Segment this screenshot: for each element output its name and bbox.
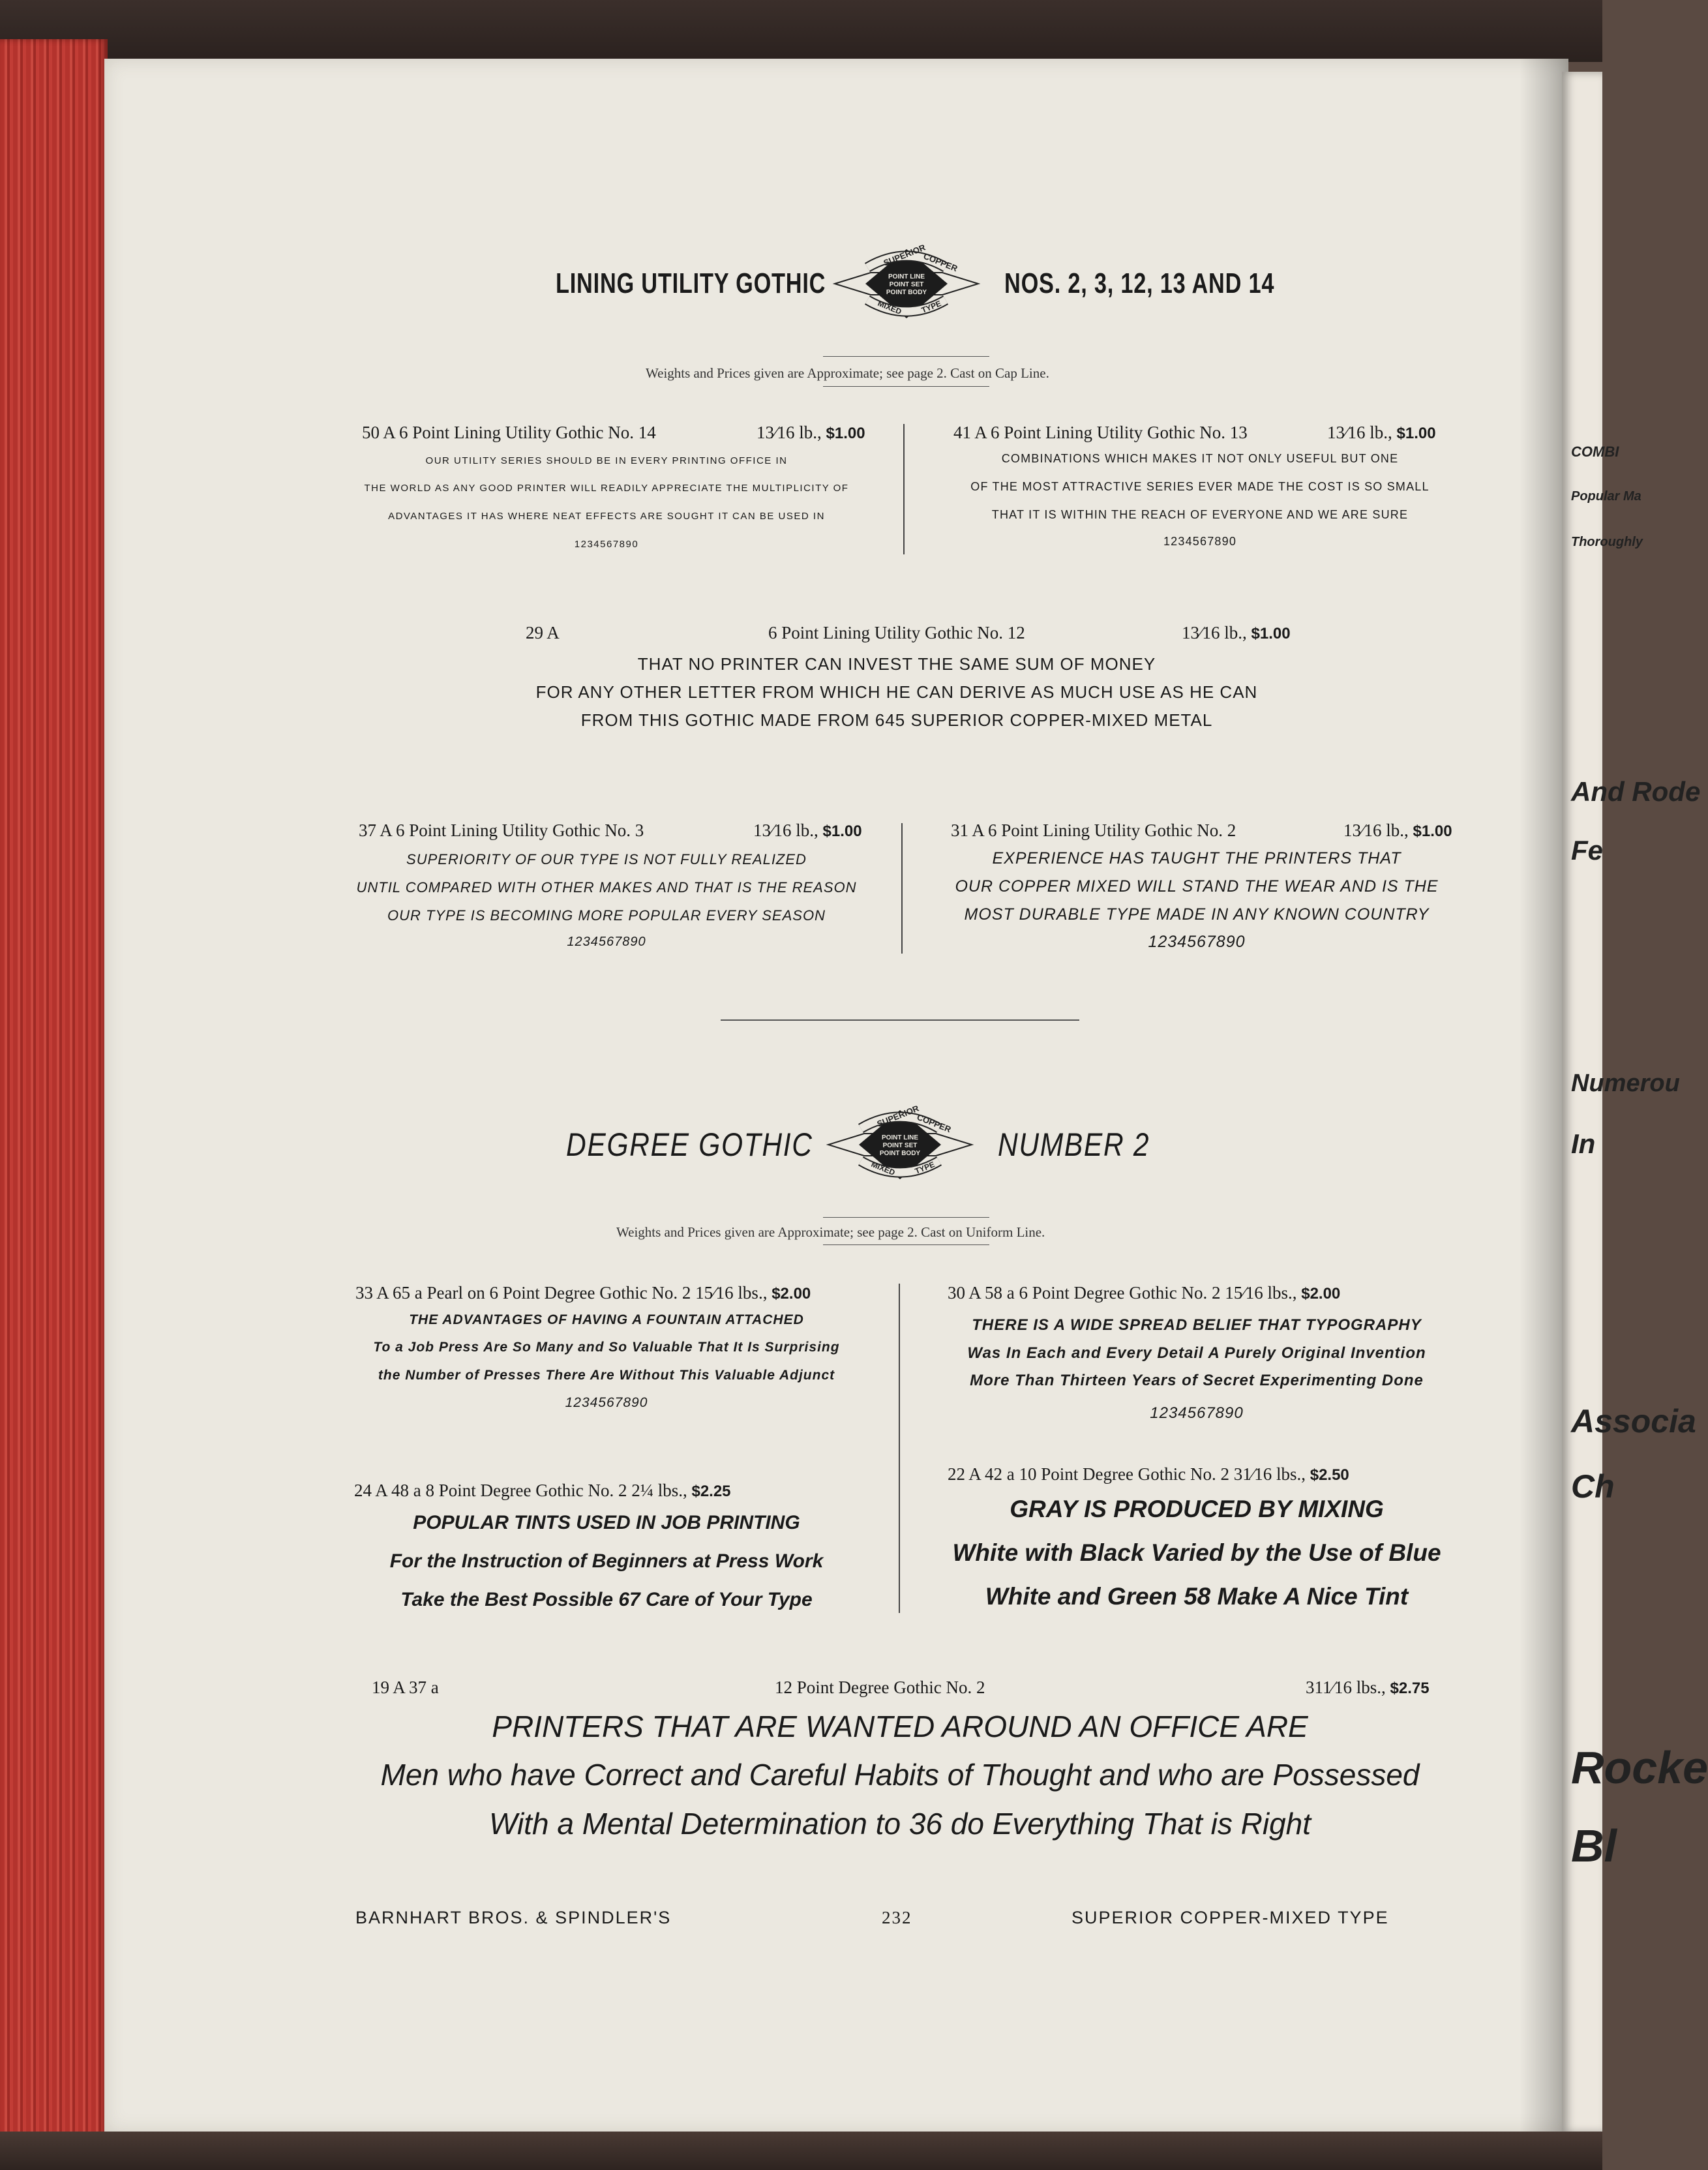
sample-line: COMBINATIONS WHICH MAKES IT NOT ONLY USEFUL BUT ONE <box>1001 452 1399 465</box>
divider <box>823 386 989 387</box>
sample-line: EXPERIENCE HAS TAUGHT THE PRINTERS THAT <box>992 849 1401 867</box>
spec-price: $2.50 <box>1310 1466 1349 1484</box>
sample-line: UNTIL COMPARED WITH OTHER MAKES AND THAT IS THE REASON <box>356 879 857 896</box>
logo-text: COPPER <box>921 250 959 274</box>
section-divider <box>721 1019 1079 1021</box>
sample-line: More Than Thirteen Years of Secret Experimenting Done <box>970 1372 1424 1389</box>
logo-text: TYPE <box>913 1160 936 1176</box>
weights-note: Weights and Prices given are Approximate; see page 2. Cast on Cap Line. <box>646 365 1049 381</box>
superior-copper-mixed-logo <box>825 1102 975 1187</box>
spec-price: $2.75 <box>1390 1680 1430 1697</box>
spec-label: 41 A 6 Point Lining Utility Gothic No. 13 <box>953 423 1248 442</box>
footer-left: BARNHART BROS. & SPINDLER'S <box>355 1908 672 1927</box>
sample-line: PRINTERS THAT ARE WANTED AROUND AN OFFICE ARE <box>492 1710 1308 1743</box>
sample-line: OUR TYPE IS BECOMING MORE POPULAR EVERY SEASON <box>387 907 826 924</box>
section-title-right: NOS. 2, 3, 12, 13 AND 14 <box>1004 267 1275 299</box>
spec-price: $2.25 <box>691 1483 731 1500</box>
column-divider <box>899 1284 900 1613</box>
facing-text: Popular Ma <box>1571 489 1641 504</box>
page-edges-red <box>0 39 108 2170</box>
sample-line: OUR UTILITY SERIES SHOULD BE IN EVERY PRINTING OFFICE IN <box>425 455 788 466</box>
section-title-left: DEGREE GOTHIC <box>566 1126 813 1163</box>
spec-price: $1.00 <box>822 822 862 840</box>
gutter-shadow <box>1520 59 1568 2133</box>
column-divider <box>903 424 905 554</box>
specimen-spec <box>953 423 1248 443</box>
sample-line: Take the Best Possible 67 Care of Your Type <box>400 1589 813 1610</box>
divider <box>823 356 989 357</box>
sample-line: THAT NO PRINTER CAN INVEST THE SAME SUM OF MONEY <box>637 654 1156 674</box>
sample-line: To a Job Press Are So Many and So Valuable That It Is Surprising <box>373 1340 840 1355</box>
logo-text: POINT SET <box>882 1142 918 1149</box>
logo-text: SUPERIOR <box>875 1103 921 1129</box>
facing-text: Ch <box>1571 1468 1615 1505</box>
spec-price: $1.00 <box>826 425 865 442</box>
facing-text: In <box>1571 1128 1596 1159</box>
sample-line: OF THE MOST ATTRACTIVE SERIES EVER MADE THE COST IS SO SMALL <box>970 480 1430 493</box>
spec-price: $1.00 <box>1396 425 1436 442</box>
sample-line: THERE IS A WIDE SPREAD BELIEF THAT TYPOGRAPHY <box>972 1316 1422 1334</box>
spec-weight: 13⁄16 lb., <box>753 821 818 840</box>
specimen-count: 19 A 37 a <box>372 1678 439 1697</box>
spec-weight: 13⁄16 lb., <box>757 423 822 442</box>
sample-line: the Number of Presses There Are Without This Valuable Adjunct <box>378 1368 835 1383</box>
spec-price: $1.00 <box>1251 625 1291 642</box>
specimen-spec: 37 A 6 Point Lining Utility Gothic No. 3 <box>359 821 644 840</box>
logo-text: POINT LINE <box>888 273 925 280</box>
spec-weight: 13⁄16 lb., <box>1182 623 1247 642</box>
specimen-spec <box>362 423 656 443</box>
sample-line: SUPERIORITY OF OUR TYPE IS NOT FULLY REALIZED <box>406 851 807 867</box>
sample-line: 1234567890 <box>1148 933 1246 951</box>
specimen-spec: 12 Point Degree Gothic No. 2 <box>775 1678 985 1697</box>
sample-line: POPULAR TINTS USED IN JOB PRINTING <box>413 1512 800 1533</box>
logo-text: TYPE <box>920 299 943 315</box>
sample-line: 1234567890 <box>1163 535 1237 548</box>
footer-right: SUPERIOR COPPER-MIXED TYPE <box>1071 1908 1389 1927</box>
specimen-count: 29 A <box>526 623 560 642</box>
book-cover-top <box>0 0 1602 62</box>
specimen-spec: 6 Point Lining Utility Gothic No. 12 <box>768 623 1025 642</box>
specimen-price <box>757 423 865 443</box>
sample-line: White and Green 58 Make A Nice Tint <box>985 1583 1409 1610</box>
specimen-spec <box>948 1283 1340 1303</box>
logo-text: POINT SET <box>889 281 924 288</box>
book-cover-bottom <box>0 2132 1602 2170</box>
logo-text: COPPER <box>915 1111 953 1135</box>
spec-price: $1.00 <box>1413 822 1452 840</box>
specimen-spec: 31 A 6 Point Lining Utility Gothic No. 2 <box>951 821 1236 840</box>
sample-line: 1234567890 <box>1150 1404 1244 1422</box>
specimen-price <box>753 821 862 841</box>
facing-text: And Rode <box>1571 776 1701 807</box>
facing-page <box>1562 72 1708 2133</box>
sample-line: THAT IT IS WITHIN THE REACH OF EVERYONE AND WE ARE SURE <box>991 508 1409 521</box>
specimen-spec <box>948 1464 1349 1484</box>
sample-line: GRAY IS PRODUCED BY MIXING <box>1010 1496 1384 1522</box>
logo-text: MIXED <box>869 1159 897 1178</box>
spec-price: $2.00 <box>1301 1285 1341 1303</box>
logo-text: MIXED <box>876 298 903 317</box>
facing-text: Fe <box>1571 835 1604 866</box>
sample-line: MOST DURABLE TYPE MADE IN ANY KNOWN COUNTRY <box>964 905 1430 924</box>
page-number: 232 <box>882 1908 912 1927</box>
sample-line: 1234567890 <box>565 1395 648 1410</box>
sample-line: OUR COPPER MIXED WILL STAND THE WEAR AND IS THE <box>955 877 1439 896</box>
logo-text: POINT BODY <box>886 289 927 296</box>
superior-copper-mixed-logo <box>832 241 981 326</box>
logo-text: SUPERIOR <box>882 242 927 268</box>
spec-label: 33 A 65 a Pearl on 6 Point Degree Gothic No. 2 15⁄16 lbs., <box>355 1283 768 1303</box>
specimen-price <box>1343 821 1452 841</box>
sample-line: With a Mental Determination to 36 do Everything That is Right <box>488 1807 1311 1841</box>
section-title-right: NUMBER 2 <box>998 1126 1150 1163</box>
sample-line: THE WORLD AS ANY GOOD PRINTER WILL READILY APPRECIATE THE MULTIPLICITY OF <box>364 483 849 494</box>
sample-line: For the Instruction of Beginners at Press Work <box>389 1550 824 1572</box>
spec-label: 24 A 48 a 8 Point Degree Gothic No. 2 2¼ lbs., <box>354 1481 687 1500</box>
specimen-price <box>1182 623 1291 643</box>
divider <box>823 1244 989 1245</box>
divider <box>823 1217 989 1218</box>
spec-weight: 13⁄16 lb., <box>1327 423 1392 442</box>
sample-line: Men who have Correct and Careful Habits of Thought and who are Possessed <box>380 1758 1420 1792</box>
spec-label: 30 A 58 a 6 Point Degree Gothic No. 2 15⁄16 lbs., <box>948 1283 1297 1303</box>
spec-label: 22 A 42 a 10 Point Degree Gothic No. 2 31⁄16 lbs., <box>948 1464 1306 1484</box>
sample-line: 1234567890 <box>574 539 639 550</box>
logo-text: POINT BODY <box>879 1150 921 1157</box>
sample-line: FROM THIS GOTHIC MADE FROM 645 SUPERIOR COPPER-MIXED METAL <box>580 710 1213 730</box>
facing-text: Thoroughly <box>1571 535 1643 549</box>
specimen-price <box>1306 1678 1430 1698</box>
spec-price: $2.00 <box>772 1285 811 1303</box>
weights-note: Weights and Prices given are Approximate; see page 2. Cast on Uniform Line. <box>616 1224 1045 1240</box>
sample-line: FOR ANY OTHER LETTER FROM WHICH HE CAN DERIVE AS MUCH USE AS HE CAN <box>535 682 1258 702</box>
facing-text: Rocke <box>1571 1742 1708 1793</box>
facing-text: COMBI <box>1571 444 1619 460</box>
sample-line: White with Black Varied by the Use of Blue <box>952 1539 1441 1566</box>
column-divider <box>901 823 903 954</box>
logo-text: POINT LINE <box>881 1134 919 1141</box>
section-title-left: LINING UTILITY GOTHIC <box>556 267 826 299</box>
spec-weight: 13⁄16 lb., <box>1343 821 1409 840</box>
facing-text: Bl <box>1571 1820 1617 1871</box>
specimen-spec <box>355 1283 811 1303</box>
spec-label: 50 A 6 Point Lining Utility Gothic No. 14 <box>362 423 656 442</box>
sample-line: 1234567890 <box>567 935 646 949</box>
facing-text: Numerou <box>1571 1070 1680 1097</box>
sample-line: Was In Each and Every Detail A Purely Original Invention <box>967 1344 1426 1362</box>
facing-text: Associa <box>1571 1403 1696 1439</box>
sample-line: THE ADVANTAGES OF HAVING A FOUNTAIN ATTACHED <box>409 1312 804 1327</box>
specimen-price <box>1327 423 1436 443</box>
sample-line: ADVANTAGES IT HAS WHERE NEAT EFFECTS ARE SOUGHT IT CAN BE USED IN <box>388 511 825 522</box>
specimen-spec <box>354 1481 731 1501</box>
spec-weight: 311⁄16 lbs., <box>1306 1678 1386 1697</box>
